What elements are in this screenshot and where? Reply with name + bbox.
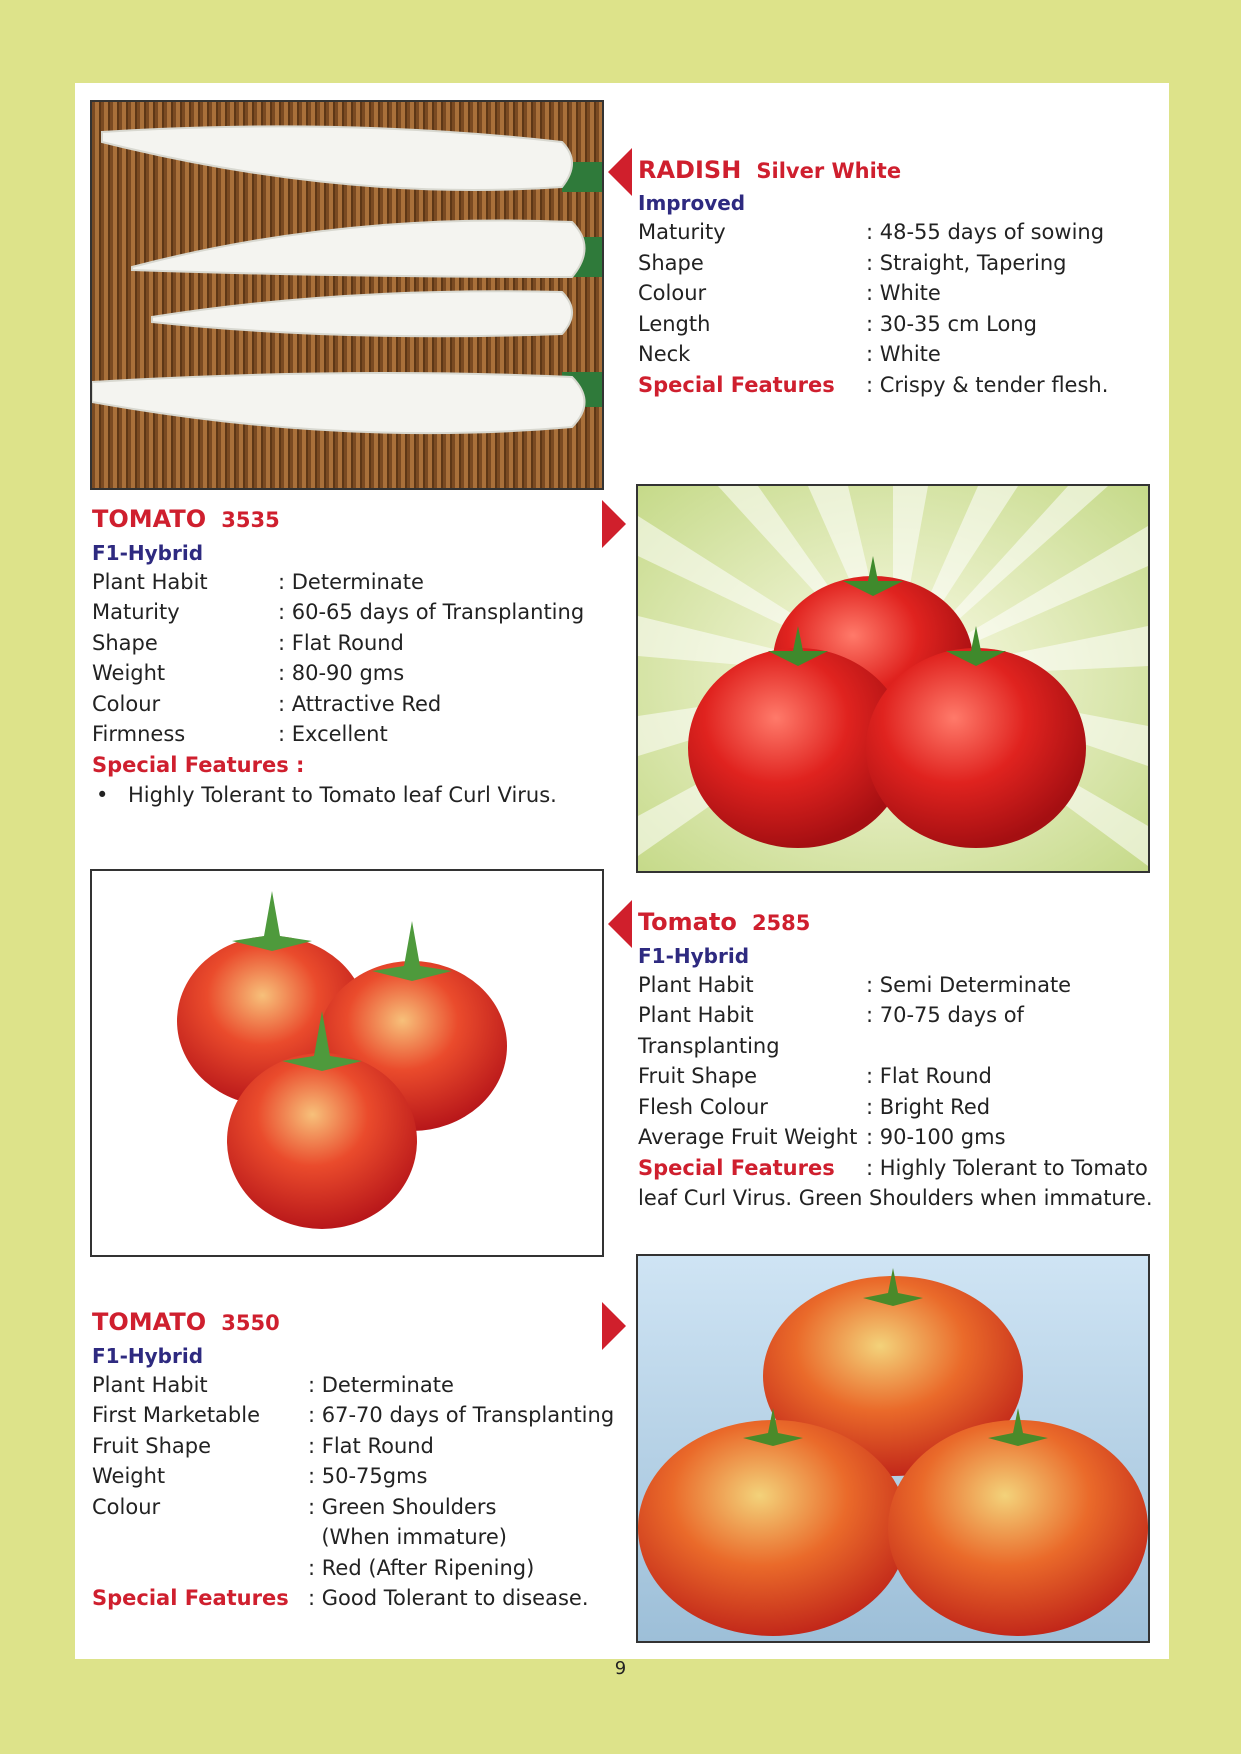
spec-label: Firmness xyxy=(92,722,186,746)
spec-label: Maturity xyxy=(638,220,726,244)
special-features-label: Special Features xyxy=(638,373,835,397)
radish-pointer-arrow xyxy=(608,148,632,196)
radish-type: Improved xyxy=(638,191,746,215)
special-feature-text: Highly Tolerant to Tomato leaf Curl Virus. xyxy=(128,783,557,807)
tomato3550-pointer-arrow xyxy=(602,1302,626,1350)
spec-value: : 80-90 gms xyxy=(278,661,405,685)
spec-label: Shape xyxy=(638,251,704,275)
spec-value: : Determinate xyxy=(278,570,424,594)
spec-label: Average Fruit Weight xyxy=(638,1125,858,1149)
radish-name: RADISH xyxy=(638,156,742,184)
spec-value: : Flat Round xyxy=(866,1064,992,1088)
spec-value: : Straight, Tapering xyxy=(866,251,1067,275)
tomato2585-name: Tomato xyxy=(638,908,737,936)
spec-value: : Bright Red xyxy=(866,1095,991,1119)
special-feature-continuation: leaf Curl Virus. Green Shoulders when immature. xyxy=(638,1186,1153,1210)
tomato3550-type: F1-Hybrid xyxy=(92,1344,204,1368)
tomato-trio-illustration xyxy=(92,871,602,1255)
spec-value: : 48-55 days of sowing xyxy=(866,220,1105,244)
special-features-label: Special Features : xyxy=(92,753,305,777)
spec-label: Transplanting xyxy=(638,1034,780,1058)
spec-value: : Crispy & tender flesh. xyxy=(866,373,1109,397)
spec-label: Weight xyxy=(92,1464,166,1488)
spec-value: : White xyxy=(866,342,941,366)
tomato3550-photo xyxy=(636,1254,1150,1643)
spec-value: : Red (After Ripening) xyxy=(308,1556,535,1580)
spec-value: (When immature) xyxy=(308,1525,507,1549)
radish-photo xyxy=(90,100,604,490)
spec-value: : 70-75 days of xyxy=(866,1003,1024,1027)
tomato3535-photo xyxy=(636,484,1150,873)
tomato2585-type: F1-Hybrid xyxy=(638,944,750,968)
spec-value: : Attractive Red xyxy=(278,692,442,716)
tomato3535-pointer-arrow xyxy=(602,500,626,548)
spec-label: Plant Habit xyxy=(638,1003,754,1027)
spec-value: : 67-70 days of Transplanting xyxy=(308,1403,615,1427)
tomato-pyramid-illustration xyxy=(638,1256,1148,1641)
bullet-marker: • xyxy=(96,783,109,807)
spec-label: Fruit Shape xyxy=(638,1064,757,1088)
spec-value: : Flat Round xyxy=(278,631,404,655)
tomato3535-code: 3535 xyxy=(221,508,280,532)
tomato3535-type: F1-Hybrid xyxy=(92,541,204,565)
spec-value: : Good Tolerant to disease. xyxy=(308,1586,589,1610)
spec-label: Flesh Colour xyxy=(638,1095,768,1119)
spec-value: : Flat Round xyxy=(308,1434,434,1458)
spec-value: : Determinate xyxy=(308,1373,454,1397)
spec-value: : White xyxy=(866,281,941,305)
spec-label: Colour xyxy=(92,1495,161,1519)
spec-label: Shape xyxy=(92,631,158,655)
spec-label: First Marketable xyxy=(92,1403,261,1427)
spec-value: : Green Shoulders xyxy=(308,1495,497,1519)
spec-label: Maturity xyxy=(92,600,180,624)
tomato3535-heading xyxy=(92,505,280,533)
spec-value: : 60-65 days of Transplanting xyxy=(278,600,585,624)
tomato2585-pointer-arrow xyxy=(608,900,632,948)
spec-label: Weight xyxy=(92,661,166,685)
spec-value: : 90-100 gms xyxy=(866,1125,1006,1149)
special-features-label: Special Features xyxy=(92,1586,289,1610)
radish-variety: Silver White xyxy=(756,159,902,183)
tomato2585-photo xyxy=(90,869,604,1257)
spec-label: Plant Habit xyxy=(92,570,208,594)
tomato3550-name: TOMATO xyxy=(92,1308,207,1336)
spec-label: Colour xyxy=(92,692,161,716)
spec-label: Colour xyxy=(638,281,707,305)
tomato3550-code: 3550 xyxy=(221,1311,280,1335)
tomato2585-heading xyxy=(638,908,810,936)
radish-heading xyxy=(638,156,901,184)
spec-value: : Excellent xyxy=(278,722,388,746)
radish-illustration xyxy=(92,102,602,488)
page-number: 9 xyxy=(614,1658,627,1679)
spec-value: : 50-75gms xyxy=(308,1464,428,1488)
spec-value: : Semi Determinate xyxy=(866,973,1072,997)
spec-label: Fruit Shape xyxy=(92,1434,211,1458)
tomato3535-name: TOMATO xyxy=(92,505,207,533)
spec-label: Neck xyxy=(638,342,691,366)
spec-label: Length xyxy=(638,312,711,336)
tomato3550-heading xyxy=(92,1308,280,1336)
spec-label: Plant Habit xyxy=(92,1373,208,1397)
spec-value: : 30-35 cm Long xyxy=(866,312,1037,336)
spec-label: Plant Habit xyxy=(638,973,754,997)
special-features-label: Special Features xyxy=(638,1156,835,1180)
tomato2585-code: 2585 xyxy=(751,911,811,935)
spec-value: : Highly Tolerant to Tomato xyxy=(866,1156,1148,1180)
tomato-cluster-illustration xyxy=(638,486,1148,871)
